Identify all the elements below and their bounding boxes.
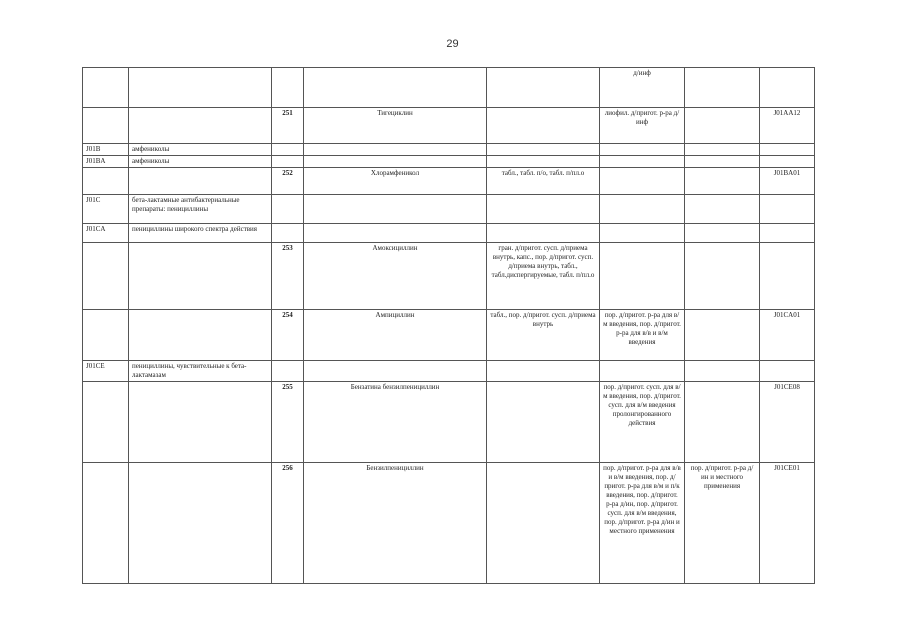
- cell-atc: [760, 68, 815, 108]
- cell-forms: [487, 108, 600, 144]
- cell-forms: табл., табл. п/о, табл. п/пл.о: [487, 168, 600, 195]
- page-number: 29: [446, 38, 459, 50]
- cell-atc: [760, 224, 815, 243]
- cell-forms2: [600, 168, 685, 195]
- cell-forms2: лиофил. д/пригот. р-ра д/инф: [600, 108, 685, 144]
- cell-forms3: [685, 168, 760, 195]
- cell-forms2: [600, 144, 685, 156]
- cell-forms2: д/инф: [600, 68, 685, 108]
- cell-code: J01CA: [83, 224, 129, 243]
- cell-num: 251: [272, 108, 304, 144]
- cell-code: [83, 310, 129, 361]
- cell-forms: табл., пор. д/пригот. сусп. д/приема внутрь: [487, 310, 600, 361]
- cell-forms: [487, 463, 600, 584]
- cell-name: [304, 156, 487, 168]
- cell-forms: [487, 156, 600, 168]
- cell-code: [83, 108, 129, 144]
- cell-forms3: [685, 195, 760, 224]
- cell-forms: [487, 361, 600, 382]
- cell-forms3: [685, 382, 760, 463]
- cell-group: амфениколы: [129, 144, 272, 156]
- cell-num: 256: [272, 463, 304, 584]
- cell-forms2: [600, 156, 685, 168]
- cell-num: 252: [272, 168, 304, 195]
- cell-group: пенициллины, чувствительные к бета-лактамазам: [129, 361, 272, 382]
- drug-table: [82, 67, 815, 584]
- cell-num: [272, 144, 304, 156]
- cell-group: [129, 382, 272, 463]
- cell-forms3: [685, 68, 760, 108]
- cell-name: Тигециклин: [304, 108, 487, 144]
- cell-num: [272, 195, 304, 224]
- cell-atc: [760, 361, 815, 382]
- cell-code: [83, 68, 129, 108]
- cell-group: амфениколы: [129, 156, 272, 168]
- cell-group: пенициллины широкого спектра действия: [129, 224, 272, 243]
- cell-forms2: пор. д/пригот. сусп. для в/м введения, пор. д/пригот. сусп. для в/м введения пролонгированного действия: [600, 382, 685, 463]
- table-row: [83, 168, 815, 195]
- cell-atc: J01CA01: [760, 310, 815, 361]
- cell-forms: [487, 224, 600, 243]
- cell-num: 253: [272, 243, 304, 310]
- cell-forms2: [600, 195, 685, 224]
- table-row: [83, 243, 815, 310]
- cell-forms: [487, 68, 600, 108]
- cell-forms: [487, 144, 600, 156]
- cell-code: J01CE: [83, 361, 129, 382]
- cell-name: Ампициллин: [304, 310, 487, 361]
- cell-forms3: пор. д/пригот. р-ра д/ин и местного применения: [685, 463, 760, 584]
- table-row: [83, 144, 815, 156]
- cell-code: J01B: [83, 144, 129, 156]
- cell-atc: J01BA01: [760, 168, 815, 195]
- cell-forms: [487, 195, 600, 224]
- cell-atc: [760, 195, 815, 224]
- table-row: [83, 463, 815, 584]
- cell-name: Хлорамфеникол: [304, 168, 487, 195]
- cell-atc: [760, 144, 815, 156]
- cell-num: [272, 361, 304, 382]
- table-row: [83, 382, 815, 463]
- cell-forms2: [600, 361, 685, 382]
- cell-group: [129, 108, 272, 144]
- cell-name: [304, 68, 487, 108]
- cell-num: [272, 224, 304, 243]
- cell-atc: J01AA12: [760, 108, 815, 144]
- cell-atc: [760, 156, 815, 168]
- cell-atc: [760, 243, 815, 310]
- cell-forms: [487, 382, 600, 463]
- cell-num: 254: [272, 310, 304, 361]
- cell-code: [83, 463, 129, 584]
- cell-name: Бензилпенициллин: [304, 463, 487, 584]
- table-row: [83, 195, 815, 224]
- cell-code: J01BA: [83, 156, 129, 168]
- table-row: [83, 156, 815, 168]
- cell-code: J01C: [83, 195, 129, 224]
- cell-group: [129, 463, 272, 584]
- table-row: [83, 68, 815, 108]
- cell-forms: гран. д/пригот. сусп. д/приема внутрь, капс., пор. д/пригот. сусп. д/приема внутрь, табл., табл.диспергируемые, табл. п/пл.о: [487, 243, 600, 310]
- cell-forms2: [600, 224, 685, 243]
- cell-group: [129, 168, 272, 195]
- cell-name: [304, 144, 487, 156]
- cell-name: [304, 195, 487, 224]
- cell-code: [83, 243, 129, 310]
- cell-forms2: пор. д/пригот. р-ра для в/м введения, пор. д/пригот. р-ра для в/в и в/м введения: [600, 310, 685, 361]
- cell-forms3: [685, 310, 760, 361]
- cell-code: [83, 382, 129, 463]
- cell-forms3: [685, 361, 760, 382]
- cell-group: [129, 310, 272, 361]
- cell-num: 255: [272, 382, 304, 463]
- table-row: [83, 361, 815, 382]
- cell-group: бета-лактамные антибактериальные препараты: пенициллины: [129, 195, 272, 224]
- cell-name: Амоксициллин: [304, 243, 487, 310]
- cell-forms3: [685, 144, 760, 156]
- table-row: [83, 224, 815, 243]
- cell-atc: J01CE01: [760, 463, 815, 584]
- cell-group: [129, 243, 272, 310]
- cell-forms3: [685, 156, 760, 168]
- cell-num: [272, 156, 304, 168]
- cell-forms2: [600, 243, 685, 310]
- cell-forms3: [685, 108, 760, 144]
- cell-name: [304, 361, 487, 382]
- cell-num: [272, 68, 304, 108]
- cell-code: [83, 168, 129, 195]
- table-row: [83, 108, 815, 144]
- cell-group: [129, 68, 272, 108]
- cell-atc: J01CE08: [760, 382, 815, 463]
- cell-forms3: [685, 224, 760, 243]
- cell-name: [304, 224, 487, 243]
- cell-forms3: [685, 243, 760, 310]
- table-row: [83, 310, 815, 361]
- cell-name: Бензатина бензилпенициллин: [304, 382, 487, 463]
- cell-forms2: пор. д/пригот. р-ра для в/в и в/м введения, пор. д/пригот. р-ра для в/м и п/к введения, пор. д/пригот. р-ра д/ин, пор. д/пригот. сусп. для в/м введения, пор. д/пригот. р-ра д/ин и местного применения: [600, 463, 685, 584]
